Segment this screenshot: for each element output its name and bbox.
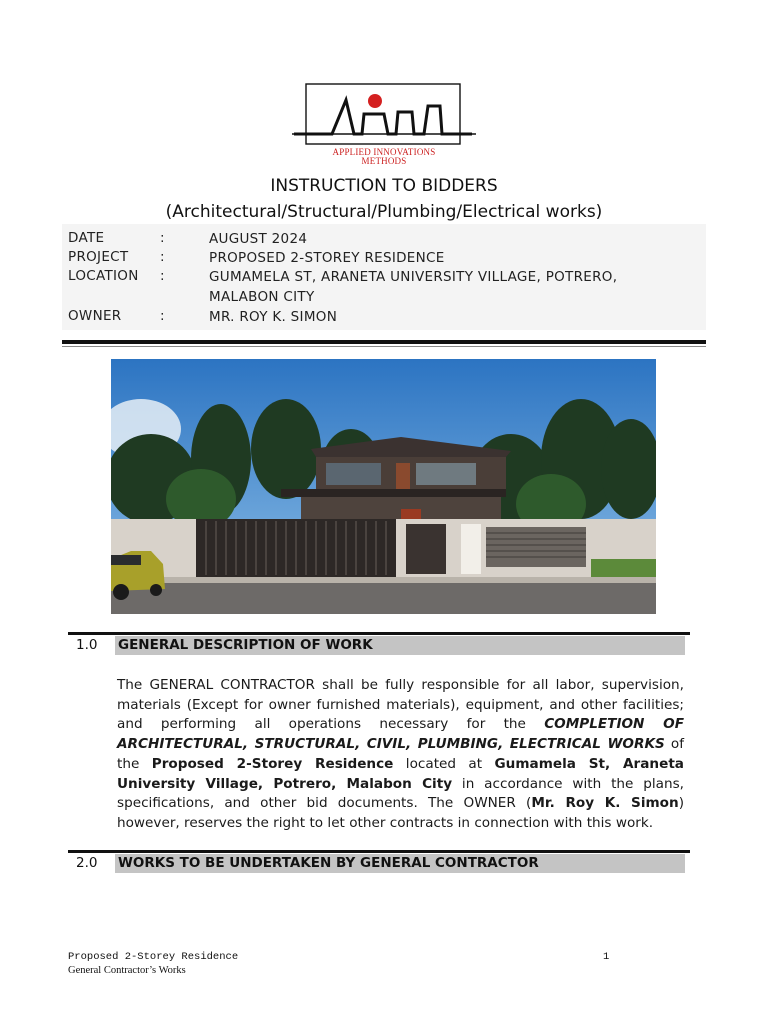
para-text: The GENERAL CONTRACTOR shall be fully responsible for all labor, supervision, materials (Except for owner furnished materials), equipment, and other facilities; and performing all operations necessary for the (117, 677, 684, 733)
para-owner-name: Mr. Roy K. Simon (531, 795, 679, 812)
section-number: 1.0 (76, 637, 98, 653)
para-text: in accordance with the plans, specifications, and other bid documents. The OWNER ( (117, 775, 684, 812)
header-divider (62, 340, 706, 344)
info-label: OWNER (68, 308, 122, 324)
section-divider (68, 632, 690, 635)
info-label: DATE (68, 230, 105, 246)
residence-rendering-image (111, 359, 656, 614)
document-subtitle: (Architectural/Structural/Plumbing/Electrical works) (165, 202, 603, 222)
info-colon: : (160, 308, 165, 324)
info-colon: : (160, 230, 165, 246)
para-location: Gumamela St, Araneta University Village, Potrero, Malabon City (117, 755, 684, 792)
para-project-name: Proposed 2-Storey Residence (151, 755, 394, 772)
para-scope-emphasis: COMPLETION OF ARCHITECTURAL, STRUCTURAL, CIVIL, PLUMBING, ELECTRICAL WORKS (117, 716, 684, 753)
para-text: of the (117, 736, 684, 772)
info-colon: : (160, 249, 165, 265)
document-title: INSTRUCTION TO BIDDERS (270, 176, 498, 196)
info-value: MR. ROY K. SIMON (209, 309, 338, 325)
info-label: PROJECT (68, 249, 129, 265)
info-value: GUMAMELA ST, ARANETA UNIVERSITY VILLAGE, POTRERO, MALABON CITY (209, 269, 618, 305)
project-info-box (62, 224, 706, 330)
footer-project: Proposed 2-Storey Residence (68, 951, 239, 963)
info-value: PROPOSED 2-STOREY RESIDENCE (209, 250, 445, 266)
section-heading: WORKS TO BE UNDERTAKEN BY GENERAL CONTRACTOR (115, 854, 685, 873)
footer-works: General Contractor’s Works (68, 965, 186, 976)
footer-page-number: 1 (603, 951, 610, 963)
info-colon: : (160, 268, 165, 284)
section-heading: GENERAL DESCRIPTION OF WORK (115, 636, 685, 655)
logo-tagline (292, 148, 476, 166)
section-divider (68, 850, 690, 853)
header-divider-thin (62, 346, 706, 347)
section-number: 2.0 (76, 855, 98, 871)
info-label: LOCATION (68, 268, 139, 284)
logo-company-line1: APPLIED INNOVATIONS (332, 147, 436, 157)
info-value: AUGUST 2024 (209, 231, 308, 247)
general-description-paragraph (117, 676, 684, 834)
para-text: located at (393, 755, 495, 772)
para-text: ) however, reserves the right to let other contracts in connection with this work. (117, 795, 684, 831)
logo-company-line2: METHODS (361, 156, 407, 166)
